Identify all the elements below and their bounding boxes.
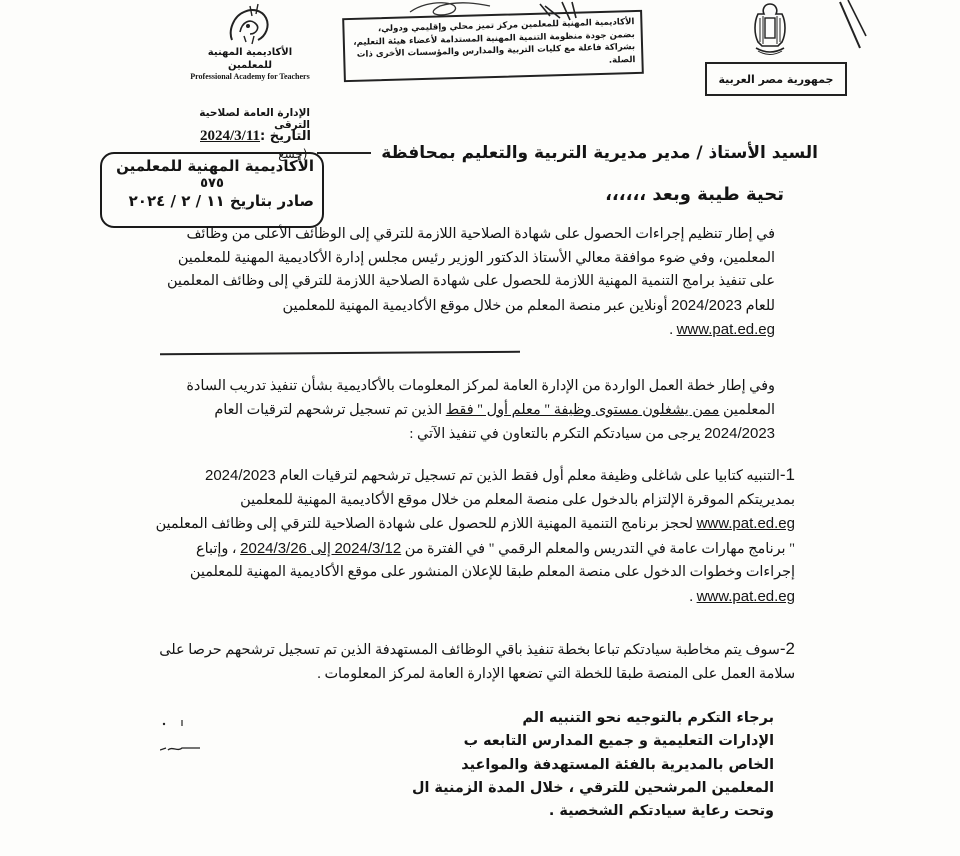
country-name-box: جمهورية مصر العربية (705, 62, 847, 96)
stamp-issued-date: ١١ / ٢ / ٢٠٢٤ (128, 192, 225, 210)
item1-to-word: إلى (306, 540, 335, 557)
para1-year: 2024/2023 (671, 296, 743, 314)
academy-calligraphy-logo-icon (222, 2, 278, 46)
addressee-text: السيد الأستاذ / مدير مديرية التربية والتعليم بمحافظة (381, 143, 818, 163)
stamp-number: ٥٧٥ (200, 176, 224, 191)
item1-end: . (689, 588, 697, 605)
academy-logo (185, 2, 315, 81)
item1-text-b: بمديريتكم الموقرة الإلتزام بالدخول على منصة المعلم من خلال موقع الأكاديمية المهنية للمعلمين (240, 491, 795, 508)
addressee-line (278, 143, 818, 163)
academy-arabic-name: الأكاديمية المهنية للمعلمين (207, 47, 293, 71)
outgoing-stamp (100, 152, 324, 228)
date-value: 2024/3/11 (200, 128, 261, 144)
para2-target-group: ممن يشغلون مستوى وظيفة " معلم أول " فقط (445, 401, 720, 418)
closing-line: الخاص بالمديرية بالفئة المستهدفة والمواعيد (461, 756, 774, 773)
paragraph-work-plan (155, 375, 775, 447)
item1-text-d: ، وإتباع إجراءات وخطوات الدخول على منصة المعلم طبقا للإعلان المنشور على موقع الأكاديمية المهنية للمعلمين (189, 540, 795, 580)
date-label: التاريخ : (260, 129, 311, 144)
para2-text-b: الذين تم تسجيل ترشحهم لترقيات العام (214, 401, 446, 418)
item1-text-a: التنبيه كتابيا على شاغلى وظيفة معلم أول فقط الذين تم تسجيل ترشحهم لترقيات العام (275, 468, 780, 484)
academy-vision-statement: الأكاديمية المهنية للمعلمين مركز تميز محلي وإقليمي ودولي، بضمن جودة منظومة التنمية المهنية المستدامة لأعضاء هيئة التعليم، بشراكة فاعلة مع كليات التربية والمدارس والمؤسسات الأخرى ذات الصلة. (342, 10, 644, 82)
item1-number: 1- (779, 465, 795, 484)
academy-website-link[interactable]: www.pat.ed.eg (676, 321, 775, 338)
item2-number: 2- (779, 639, 795, 658)
item1-year: 2024/2023 (204, 467, 276, 484)
closing-line: برجاء التكرم بالتوجيه نحو التنبيه الم (522, 710, 774, 726)
item2-text: سوف يتم مخاطبة سيادتكم تباعا بخطة تنفيذ باقي الوظائف المستهدفة الذين تم تسجيل ترشحهم حرصا على سلامة العمل على المنصة طبقا للخطة التي تضعها الإدارة العامة لمركز المعلومات . (159, 642, 795, 682)
egypt-eagle-emblem-icon (740, 0, 800, 58)
closing-line: وتحت رعاية سيادتكم الشخصية . (548, 803, 774, 820)
closing-line: الإدارات التعليمية و جميع المدارس التابعه ب (463, 733, 774, 750)
para2-year: 2024/2023 (704, 425, 775, 442)
margin-scribble-marks (160, 710, 200, 770)
para1-end: . (669, 322, 677, 338)
para1-text-a: في إطار تنظيم إجراءات الحصول على شهادة الصلاحية اللازمة للترقي إلى الوظائف الأعلى من وظائف المعلمين، وفي ضوء موافقة معالي الأستاذ الدكتور الوزير رئيس مجلس إدارة الأكاديمية المهنية للمعلمين على تنفيذ برامج التنمية المهنية اللازمة للحصول على شهادة الصلاحية اللازمة للترقي إلى وظائف المعلمين للعام (166, 226, 775, 314)
department-name: الإدارة العامة لصلاحية الترقى (199, 107, 310, 131)
stamp-issued (110, 191, 314, 212)
item1-text-c: لحجز برنامج التنمية المهنية اللازم للحصول على شهادة الصلاحية للترقي إلى وظائف المعلمين " برنامج مهارات عامة في التدريس والمعلم الرقمي " في الفترة من (155, 516, 795, 557)
item1-date-to: 2024/3/26 (240, 539, 307, 557)
para1-text-b: أونلاين عبر منصة المعلم من خلال موقع الأكاديمية المهنية للمعلمين (282, 297, 672, 314)
blank-governorate-line (317, 152, 371, 154)
instruction-item-2 (155, 637, 795, 686)
instruction-item-1 (155, 463, 795, 609)
paragraph-intro (155, 223, 775, 343)
stamp-issued-label: صادر بتاريخ (229, 192, 314, 210)
para2-text-c: يرجى من سيادتكم التكرم بالتعاون في تنفيذ الآتي : (409, 426, 705, 442)
item1-website-link-2[interactable]: www.pat.ed.eg (696, 587, 795, 605)
closing-block (380, 707, 774, 823)
para2-text-a: وفي إطار خطة العمل الواردة من الإدارة العامة لمركز المعلومات بالأكاديمية بشأن تنفيذ تدريب السادة المعلمين (186, 378, 775, 418)
closing-line: المعلمين المرشحين للترقي ، خلال المدة الزمنية ال (411, 779, 774, 796)
item1-website-link[interactable]: www.pat.ed.eg (696, 515, 795, 532)
stamp-prefix: (جسع (278, 147, 308, 161)
academy-english-name: Professional Academy for Teachers (190, 72, 310, 81)
item1-date-from: 2024/3/12 (334, 539, 402, 557)
stamp-title: الأكاديمية المهنية للمعلمين (116, 157, 314, 175)
greeting: تحية طيبة وبعد ،،،،،، (605, 184, 784, 205)
handwritten-slash-mark (838, 0, 878, 52)
handwritten-underline (160, 351, 520, 356)
